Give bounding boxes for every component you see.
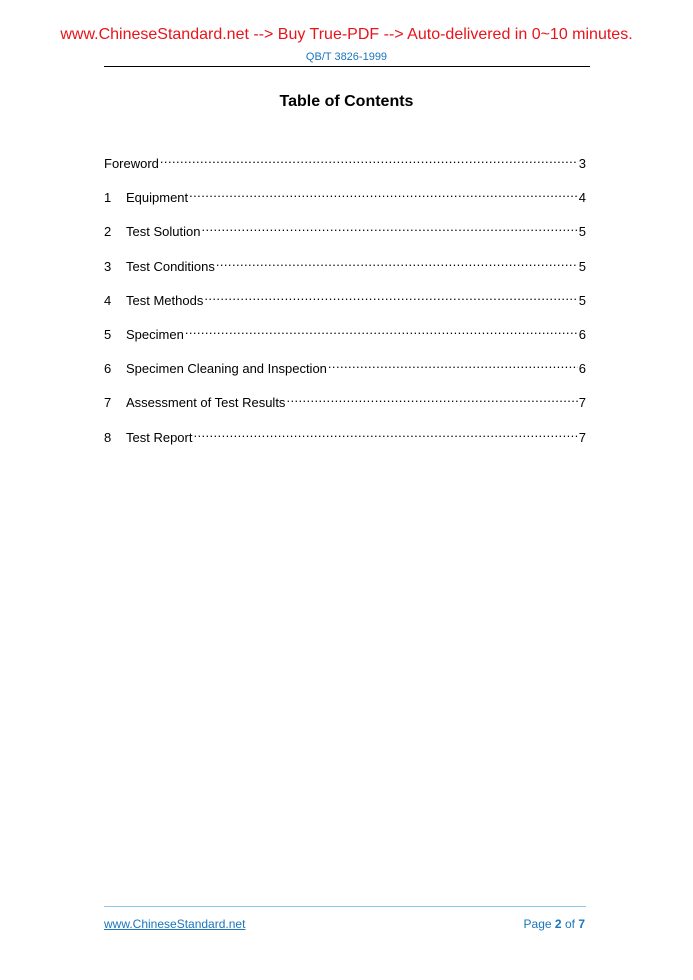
toc-entry-page: 5 (578, 292, 586, 308)
toc-entry-title: Specimen Cleaning and Inspection (126, 361, 327, 377)
toc-entry-title: Equipment (126, 190, 189, 206)
page-of: of (564, 917, 575, 931)
toc-entry-title: Foreword (104, 156, 159, 171)
toc-entry-title: Test Methods (126, 292, 204, 308)
toc-entry-title: Specimen (126, 326, 184, 342)
page-current: 2 (554, 917, 562, 931)
toc-entry-equipment[interactable] (104, 184, 586, 218)
toc-entry-assessment[interactable] (104, 389, 586, 423)
toc-entry-foreword[interactable] (104, 150, 586, 184)
toc-entry-specimen-cleaning[interactable] (104, 355, 586, 389)
toc-entry-title: Test Report (126, 429, 193, 445)
toc-entry-number: 7 (104, 395, 112, 411)
toc-entry-title: Test Conditions (126, 258, 215, 274)
toc-entry-test-methods[interactable] (104, 287, 586, 321)
toc-entry-specimen[interactable] (104, 321, 586, 355)
toc-dot-leader (201, 218, 577, 236)
toc-entry-page: 3 (578, 156, 586, 171)
toc-dot-leader (189, 184, 578, 202)
toc-entry-page: 5 (578, 258, 586, 274)
header-divider (104, 66, 590, 67)
page-indicator (524, 916, 585, 932)
toc-entry-page: 5 (578, 224, 586, 240)
toc-dot-leader (216, 253, 578, 271)
toc-title: Table of Contents (279, 93, 414, 110)
toc-entry-test-solution[interactable] (104, 218, 586, 252)
toc-entry-number: 5 (104, 326, 112, 342)
toc-dot-leader (328, 355, 578, 373)
promo-banner[interactable]: www.ChineseStandard.net --> Buy True-PDF --> Auto-delivered in 0~10 minutes. (60, 26, 633, 43)
document-code: QB/T 3826-1999 (305, 51, 388, 63)
toc-entry-number: 8 (104, 429, 112, 445)
toc-entry-page: 6 (578, 326, 586, 342)
page-total: 7 (578, 917, 585, 931)
toc-entry-number: 2 (104, 224, 112, 240)
toc-dot-leader (193, 424, 577, 442)
toc-entry-number: 3 (104, 258, 112, 274)
toc-entry-page: 6 (578, 361, 586, 377)
toc-entry-title: Test Solution (126, 224, 201, 240)
page-prefix: Page (523, 917, 552, 931)
toc-entry-number: 1 (104, 190, 112, 206)
toc-entry-test-report[interactable] (104, 424, 586, 458)
toc-list (104, 150, 586, 458)
toc-entry-page: 4 (578, 190, 586, 206)
toc-entry-number: 6 (104, 361, 112, 377)
toc-dot-leader (185, 321, 578, 339)
toc-entry-test-conditions[interactable] (104, 253, 586, 287)
toc-dot-leader (286, 389, 577, 407)
toc-dot-leader (204, 287, 577, 305)
footer-website-link[interactable]: www.ChineseStandard.net (104, 917, 246, 931)
toc-entry-title: Assessment of Test Results (126, 395, 286, 411)
toc-entry-page: 7 (578, 429, 586, 445)
footer-divider (104, 906, 586, 907)
toc-dot-leader (160, 150, 578, 168)
toc-entry-page: 7 (578, 395, 586, 411)
toc-entry-number: 4 (104, 292, 112, 308)
